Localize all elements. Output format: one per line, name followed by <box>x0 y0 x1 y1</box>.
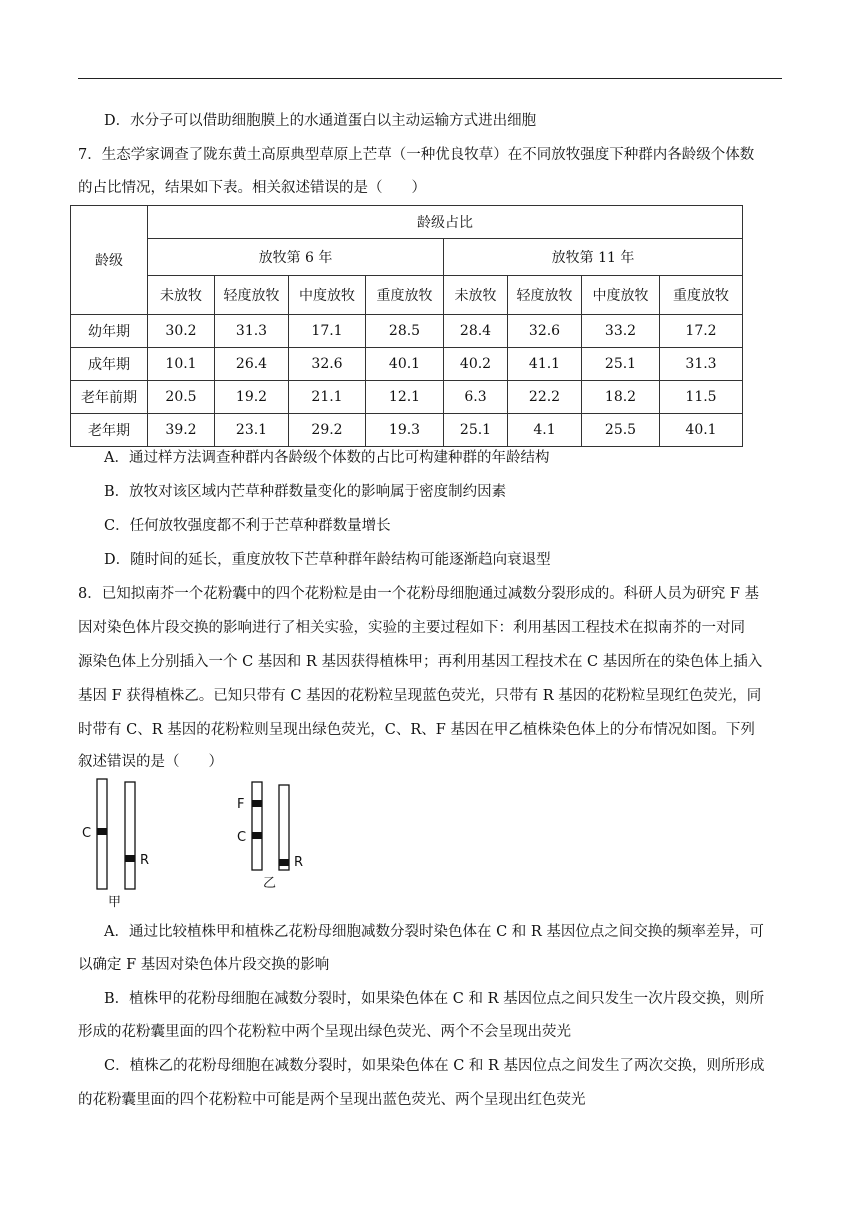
intensity-header: 中度放牧 <box>289 276 366 315</box>
jia-caption: 甲 <box>108 895 122 910</box>
table-cell: 4.1 <box>508 414 582 447</box>
table-cell: 28.5 <box>366 315 444 348</box>
q8-stem-line: 时带有 C、R 基因的花粉粒则呈现出绿色荧光，C、R、F 基因在甲乙植株染色体上的分布情况如图。下列 <box>78 722 755 738</box>
chromosome-yi-right <box>279 785 289 870</box>
table-cell: 22.2 <box>508 381 582 414</box>
table-cell: 19.2 <box>215 381 289 414</box>
intensity-header: 重度放牧 <box>660 276 743 315</box>
intensity-header: 轻度放牧 <box>215 276 289 315</box>
row-label: 老年期 <box>71 414 148 447</box>
table-cell: 12.1 <box>366 381 444 414</box>
q7-option-d: D．随时间的延长，重度放牧下芒草种群年龄结构可能逐渐趋向衰退型 <box>104 552 551 568</box>
gene-c-band <box>252 832 262 839</box>
gene-r-label: R <box>294 855 304 870</box>
gene-c-band <box>97 828 107 835</box>
row-label: 幼年期 <box>71 315 148 348</box>
intensity-header: 重度放牧 <box>366 276 444 315</box>
q8-option-b-cont: 形成的花粉囊里面的四个花粉粒中两个呈现出绿色荧光、两个不会呈现出荧光 <box>78 1024 571 1040</box>
table-cell: 31.3 <box>215 315 289 348</box>
table-row <box>71 348 743 381</box>
intensity-header: 未放牧 <box>148 276 215 315</box>
q8-option-a: A．通过比较植株甲和植株乙花粉母细胞减数分裂时染色体在 C 和 R 基因位点之间交换的频率差异，可 <box>104 924 764 940</box>
table-cell: 39.2 <box>148 414 215 447</box>
table-cell: 25.1 <box>582 348 660 381</box>
gene-r-band <box>125 855 135 862</box>
table-cell: 31.3 <box>660 348 743 381</box>
q8-stem-line: 叙述错误的是（ ） <box>78 754 223 770</box>
intensity-header: 中度放牧 <box>582 276 660 315</box>
table-cell: 19.3 <box>366 414 444 447</box>
q8-option-c-cont: 的花粉囊里面的四个花粉粒中可能是两个呈现出蓝色荧光、两个呈现出红色荧光 <box>78 1092 586 1108</box>
gene-f-band <box>252 800 262 807</box>
table-cell: 18.2 <box>582 381 660 414</box>
table-cell: 33.2 <box>582 315 660 348</box>
table-cell: 32.6 <box>289 348 366 381</box>
q8-option-c: C．植株乙的花粉母细胞在减数分裂时，如果染色体在 C 和 R 基因位点之间发生了两次交换，则所形成 <box>104 1058 765 1074</box>
gene-r-band <box>279 859 289 866</box>
q6-option-d: D．水分子可以借助细胞膜上的水通道蛋白以主动运输方式进出细胞 <box>104 113 537 129</box>
table-cell: 17.2 <box>660 315 743 348</box>
q7-stem-line2: 的占比情况，结果如下表。相关叙述错误的是（ ） <box>78 180 426 196</box>
gene-c-label: C <box>82 826 92 841</box>
table-cell: 20.5 <box>148 381 215 414</box>
gene-c-label: C <box>237 830 247 845</box>
chromosome-figure <box>78 775 338 910</box>
gene-f-label: F <box>237 797 245 812</box>
table-cell: 23.1 <box>215 414 289 447</box>
table-cell: 6.3 <box>444 381 508 414</box>
table-cell: 40.1 <box>660 414 743 447</box>
table-cell: 11.5 <box>660 381 743 414</box>
table-cell: 10.1 <box>148 348 215 381</box>
table-cell: 30.2 <box>148 315 215 348</box>
q7-stem-line1: 7．生态学家调查了陇东黄土高原典型草原上芒草（一种优良牧草）在不同放牧强度下种群内各龄级个体数 <box>78 147 755 163</box>
q8-option-a-cont: 以确定 F 基因对染色体片段交换的影响 <box>78 957 330 973</box>
intensity-header: 轻度放牧 <box>508 276 582 315</box>
q8-stem-line: 源染色体上分别插入一个 C 基因和 R 基因获得植株甲；再利用基因工程技术在 C 基因所在的染色体上插入 <box>78 654 763 670</box>
intensity-header: 未放牧 <box>444 276 508 315</box>
proportion-header: 龄级占比 <box>148 206 743 239</box>
table-cell: 41.1 <box>508 348 582 381</box>
table-row <box>71 381 743 414</box>
q8-stem-line: 8．已知拟南芥一个花粉囊中的四个花粉粒是由一个花粉母细胞通过减数分裂形成的。科研人员为研究 F 基 <box>78 586 760 602</box>
table-cell: 32.6 <box>508 315 582 348</box>
q8-stem-line: 基因 F 获得植株乙。已知只带有 C 基因的花粉粒呈现蓝色荧光，只带有 R 基因的花粉粒呈现红色荧光，同 <box>78 688 762 704</box>
table-cell: 29.2 <box>289 414 366 447</box>
table-row <box>71 414 743 447</box>
table-cell: 40.1 <box>366 348 444 381</box>
year6-header: 放牧第 6 年 <box>148 239 444 276</box>
yi-caption: 乙 <box>263 876 277 891</box>
row-label: 老年前期 <box>71 381 148 414</box>
table-cell: 28.4 <box>444 315 508 348</box>
q8-option-b: B．植株甲的花粉母细胞在减数分裂时，如果染色体在 C 和 R 基因位点之间只发生一次片段交换，则所 <box>104 991 765 1007</box>
gene-r-label: R <box>140 853 150 868</box>
table-cell: 40.2 <box>444 348 508 381</box>
age-class-table <box>70 205 743 447</box>
q8-stem-line: 因对染色体片段交换的影响进行了相关实验，实验的主要过程如下：利用基因工程技术在拟南芥的一对同 <box>78 620 745 636</box>
chromosome-yi-left <box>252 782 262 870</box>
header-rule <box>78 78 782 79</box>
age-class-header: 龄级 <box>71 206 148 315</box>
table-row <box>71 315 743 348</box>
table-cell: 17.1 <box>289 315 366 348</box>
table-cell: 25.5 <box>582 414 660 447</box>
table-cell: 26.4 <box>215 348 289 381</box>
chromosome-jia-right <box>125 782 135 889</box>
q7-option-a: A．通过样方法调查种群内各龄级个体数的占比可构建种群的年龄结构 <box>104 450 550 466</box>
q7-option-b: B．放牧对该区域内芒草种群数量变化的影响属于密度制约因素 <box>104 484 507 500</box>
year11-header: 放牧第 11 年 <box>444 239 743 276</box>
table-cell: 25.1 <box>444 414 508 447</box>
table-cell: 21.1 <box>289 381 366 414</box>
row-label: 成年期 <box>71 348 148 381</box>
q7-option-c: C．任何放牧强度都不利于芒草种群数量增长 <box>104 518 391 534</box>
